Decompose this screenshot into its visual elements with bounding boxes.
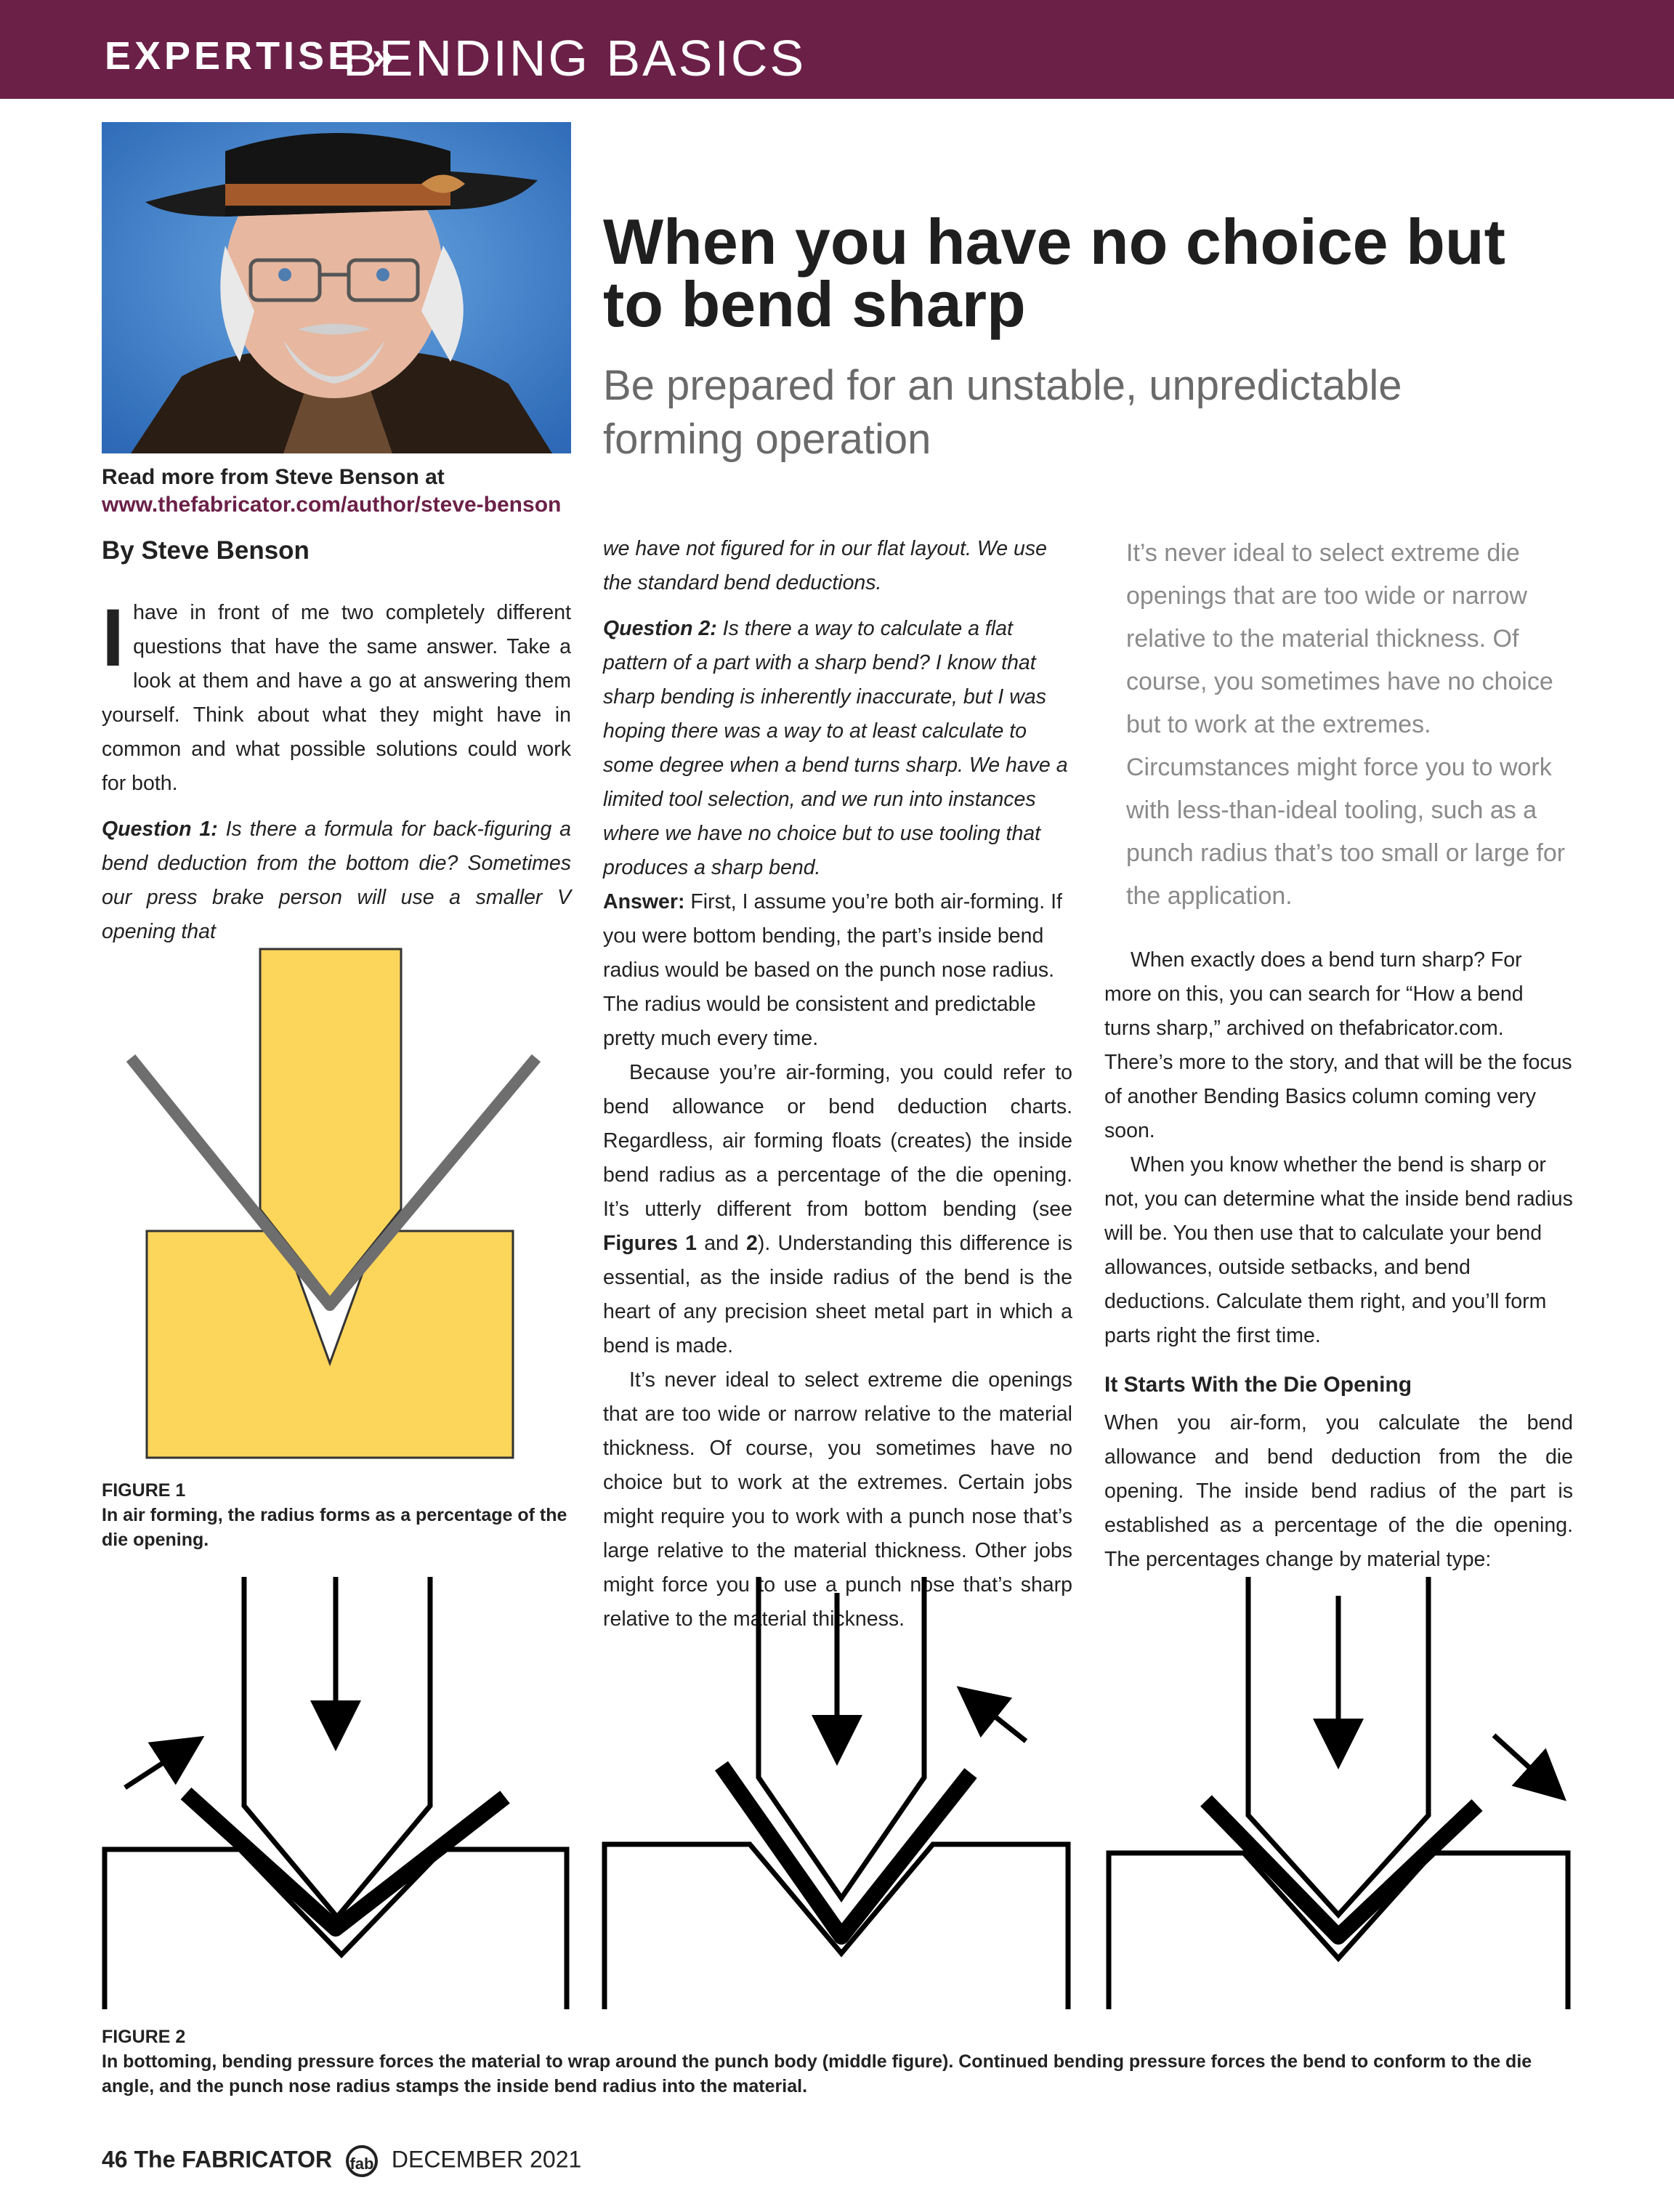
- figure-1-diagram: [102, 942, 581, 1465]
- subhead-die-opening: It Starts With the Die Opening: [1104, 1373, 1412, 1397]
- intro-text: have in front of me two completely different questions that have the same answer. Take a look at them and have a go at answering them yourself. Think about what they might have in common and what possible solutions could work for both.: [102, 601, 571, 795]
- question-1-continued: we have not figured for in our flat layout. We use the standard bend deductions.: [603, 537, 1047, 594]
- issue-date: DECEMBER 2021: [391, 2146, 582, 2173]
- magazine-name: The FABRICATOR: [134, 2146, 333, 2173]
- paragraph-charts-text-a: Because you’re air-forming, you could refer to bend allowance or bend deduction charts. Regardless, air forming floats (creates) the inside bend radius as a percentage of the die opening. It’s utterly different from bottom bending (see: [603, 1061, 1072, 1221]
- figure-2-diagram: [102, 1570, 1584, 2013]
- author-photo: [102, 122, 571, 453]
- paragraph-extremes: It’s never ideal to select extreme die openings that are too wide or narrow relative to the material thickness. Of course, you sometimes have no choice but to work at the extremes. Certain jobs might require you to work with a punch nose that’s large relative to the material thickness. Other jobs might force you to use a punch nose that’s sharp relative to the material thickness.: [603, 1368, 1072, 1631]
- figure-2-text: In bottoming, bending pressure forces the material to wrap around the punch body (middle figure). Continued bending pressure forces the bend to conform to the die angle, and the punch nose radius stamps the inside bend radius into the material.: [102, 2051, 1532, 2096]
- figure-2-panel-2: [604, 1577, 1068, 2009]
- paragraph-radius: When you know whether the bend is sharp or not, you can determine what the inside bend radius will be. You then use that to calculate your bend allowances, outside setbacks, and bend deductions. Calculate them right, and you’ll form parts right the first time.: [1104, 1153, 1573, 1347]
- author-promo-text: Read more from Steve Benson at: [102, 465, 445, 489]
- question-2-label: Question 2:: [603, 617, 717, 640]
- intro-paragraph: [102, 592, 571, 801]
- figure-1-caption: [102, 1478, 581, 1552]
- answer-paragraph: [603, 885, 1072, 1056]
- question-1-text: Is there a formula for back-figuring a bend deduction from the bottom die? Sometimes our press brake person will use a smaller V opening that: [102, 818, 572, 943]
- paragraph-die-opening: When you air-form, you calculate the bend allowance and bend deduction from the die opening. The inside bend radius of the part is established as a percentage of the die opening. The percentages change by material type:: [1104, 1411, 1573, 1571]
- figure-1-label: FIGURE 1: [102, 1480, 186, 1501]
- spring-arrow-1: [125, 1750, 183, 1788]
- figure-1-text: In air forming, the radius forms as a percentage of the die opening.: [102, 1505, 567, 1550]
- column-2: [603, 532, 1072, 1636]
- question-2: [603, 612, 1072, 885]
- figure-2-panel-1: [105, 1577, 567, 2009]
- figure-2-caption: [102, 2025, 1584, 2099]
- article-title: When you have no choice but to bend sharp: [603, 206, 1505, 340]
- paragraph-sharp: When exactly does a bend turn sharp? For more on this, you can search for “How a bend turns sharp,” archived on thefabricator.com. There’s more to the story, and that will be the focus of another Bending Basics column coming very soon.: [1104, 948, 1572, 1142]
- sheet-3: [1206, 1801, 1477, 1937]
- figure-2-panel-3: [1109, 1577, 1568, 2009]
- answer-label: Answer:: [603, 890, 685, 913]
- figure-2-label: FIGURE 2: [102, 2027, 186, 2047]
- page-number: 46: [102, 2146, 128, 2173]
- author-portrait-illustration: [102, 122, 571, 453]
- answer-text: First, I assume you’re both air-forming. If you were bottom bending, the part’s inside bend radius would be based on the punch nose radius. The radius would be consistent and predictable pretty much every time.: [603, 890, 1062, 1050]
- column-1: [102, 592, 572, 949]
- figure-2-ref: 2: [745, 1232, 758, 1255]
- section-name: BENDING BASICS: [343, 30, 806, 86]
- pull-quote: It’s never ideal to select extreme die openings that are too wide or narrow relative to the material thickness. Of course, you sometimes have no choice but to work at the extremes. Circumstances might force you to work with less-than-ideal tooling, such as a punch radius that’s too small or large for the application.: [1126, 539, 1566, 910]
- drop-cap: I: [102, 592, 125, 683]
- section-banner: [0, 0, 1674, 99]
- question-1-label: Question 1:: [102, 818, 218, 841]
- paragraph-charts: [603, 1056, 1072, 1363]
- page-footer: [102, 2145, 581, 2177]
- author-promo: [102, 464, 596, 519]
- author-url-link[interactable]: www.thefabricator.com/author/steve-benson: [102, 493, 562, 517]
- section-kicker: EXPERTISE »: [105, 34, 398, 78]
- question-1: [102, 812, 571, 949]
- question-2-text: Is there a way to calculate a flat pattern of a part with a sharp bend? I know that sharp bending is inherently inaccurate, but I was hoping there was a way to at least calculate to some degree when a bend turns sharp. We have a limited tool selection, and we run into instances where we have no choice but to use tooling that produces a sharp bend.: [603, 617, 1068, 879]
- article-deck: Be prepared for an unstable, unpredictable forming operation: [603, 362, 1402, 463]
- byline: By Steve Benson: [102, 536, 310, 565]
- figures-ref: Figures 1: [603, 1232, 697, 1255]
- paragraph-charts-text-b: ). Understanding this difference is essential, as the inside radius of the bend is the heart of any precision sheet metal part in which a bend is made.: [603, 1232, 1072, 1357]
- spring-arrow-2: [976, 1702, 1026, 1741]
- spring-arrow-3: [1494, 1735, 1548, 1784]
- column-3: [1104, 943, 1573, 1577]
- figures-and: and: [697, 1232, 746, 1255]
- fab-logo-icon: fab: [346, 2145, 378, 2177]
